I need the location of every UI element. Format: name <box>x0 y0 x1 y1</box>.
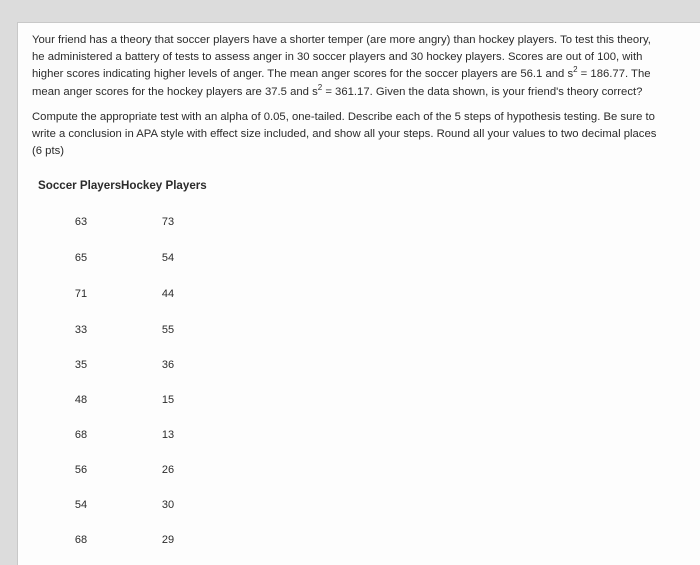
question-card <box>17 22 700 565</box>
hockey-score: 44 <box>161 288 175 300</box>
hockey-players-header: Hockey Players <box>121 179 207 192</box>
soccer-score: 71 <box>74 288 88 300</box>
soccer-score: 35 <box>74 359 88 371</box>
soccer-score: 68 <box>74 429 88 441</box>
soccer-score: 48 <box>74 394 88 406</box>
hockey-score: 55 <box>161 324 175 336</box>
soccer-score: 33 <box>74 324 88 336</box>
soccer-score: 65 <box>74 252 88 264</box>
hockey-score: 30 <box>161 499 175 511</box>
hockey-score: 15 <box>161 394 175 406</box>
hockey-score: 54 <box>161 252 175 264</box>
hockey-score: 26 <box>161 464 175 476</box>
hockey-score: 73 <box>161 216 175 228</box>
soccer-score: 56 <box>74 464 88 476</box>
soccer-score: 68 <box>74 534 88 546</box>
hockey-score: 36 <box>161 359 175 371</box>
soccer-players-header: Soccer Players <box>38 179 122 192</box>
soccer-score: 63 <box>74 216 88 228</box>
problem-statement: Your friend has a theory that soccer players have a shorter temper (are more angry) than hockey players. To test this theory, he administered a battery of tests to assess anger in 30 soccer players and 30 hockey players. Scores are out of 100, with higher scores indicating higher levels of anger. The mean anger scores for the soccer players are 56.1 and $s^2 = 186.77$. The mean anger scores for the hockey players are 37.5 and $s^2 = 361.17$. Given the data shown, is your friend's theory correct? <box>32 34 651 98</box>
hockey-score: 13 <box>161 429 175 441</box>
hockey-score: 29 <box>161 534 175 546</box>
instructions: Compute the appropriate test with an alpha of 0.05, one-tailed. Describe each of the 5 steps of hypothesis testing. Be sure to write a conclusion in APA style with effect size included, and show all your steps. Round all your values to two decimal places (6 pts) <box>32 111 657 158</box>
soccer-score: 54 <box>74 499 88 511</box>
